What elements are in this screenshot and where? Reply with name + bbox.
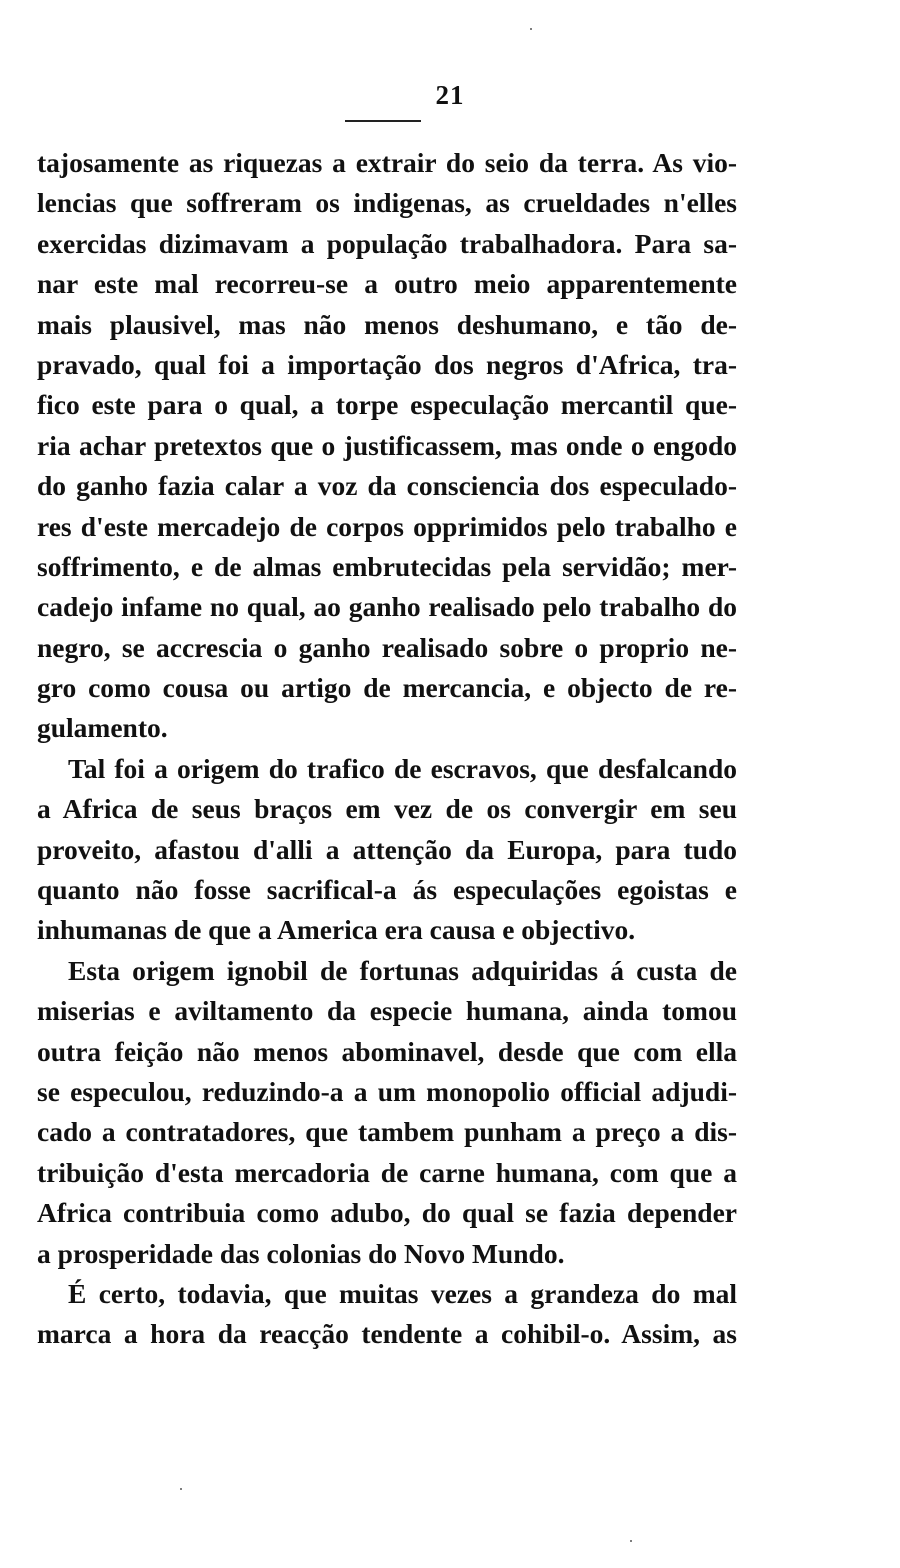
text-line: se especulou, reduzindo-a a um monopolio official adjudi- xyxy=(37,1075,737,1107)
text-line: negro, se accrescia o ganho realisado sobre o proprio ne- xyxy=(37,631,737,663)
text-line: a Africa de seus braços em vez de os convergir em seu xyxy=(37,793,737,825)
text-line: Esta origem ignobil de fortunas adquiridas á custa de xyxy=(68,954,737,986)
text-line: fico este para o qual, a torpe especulação mercantil que- xyxy=(37,389,737,421)
text-line: Africa contribuia como adubo, do qual se fazia depender xyxy=(37,1197,737,1229)
text-line: proveito, afastou d'alli a attenção da Europa, para tudo xyxy=(37,833,737,865)
page-number: 21 xyxy=(435,80,465,110)
text-line: res d'este mercadejo de corpos opprimidos pelo trabalho e xyxy=(37,510,737,542)
text-line: É certo, todavia, que muitas vezes a grandeza do mal xyxy=(68,1277,737,1309)
text-line: cadejo infame no qual, ao ganho realisado pelo trabalho do xyxy=(37,591,737,623)
text-line: lencias que soffreram os indigenas, as crueldades n'elles xyxy=(37,187,737,219)
text-line: cado a contratadores, que tambem punham a preço a dis- xyxy=(37,1116,737,1148)
text-line: quanto não fosse sacrifical-a ás especulações egoistas e xyxy=(37,874,737,906)
text-line: ria achar pretextos que o justificassem, mas onde o engodo xyxy=(37,429,737,461)
text-line: gro como cousa ou artigo de mercancia, e objecto de re- xyxy=(37,672,737,704)
text-line: miserias e aviltamento da especie humana, ainda tomou xyxy=(37,995,737,1027)
text-line: Tal foi a origem do trafico de escravos, que desfalcando xyxy=(68,752,737,784)
text-line: nar este mal recorreu-se a outro meio apparentemente xyxy=(37,268,737,300)
text-line: soffrimento, e de almas embrutecidas pela servidão; mer- xyxy=(37,550,737,582)
body-text xyxy=(37,143,737,1355)
paper-speck xyxy=(630,1540,632,1542)
text-line: pravado, qual foi a importação dos negros d'Africa, tra- xyxy=(37,348,737,380)
header-rule xyxy=(345,120,421,122)
text-line: mais plausivel, mas não menos deshumano, e tão de- xyxy=(37,308,737,340)
text-line: outra feição não menos abominavel, desde que com ella xyxy=(37,1035,737,1067)
text-line: gulamento. xyxy=(37,712,168,744)
text-line: marca a hora da reacção tendente a cohibil-o. Assim, as xyxy=(37,1318,737,1350)
text-line: exercidas dizimavam a população trabalhadora. Para sa- xyxy=(37,227,737,259)
paper-speck xyxy=(180,1488,182,1490)
text-line: a prosperidade das colonias do Novo Mundo. xyxy=(37,1237,565,1269)
text-line: do ganho fazia calar a voz da consciencia dos especulado- xyxy=(37,470,737,502)
text-line: tribuição d'esta mercadoria de carne humana, com que a xyxy=(37,1156,737,1188)
text-line: tajosamente as riquezas a extrair do seio da terra. As vio- xyxy=(37,147,737,178)
text-line: inhumanas de que a America era causa e objectivo. xyxy=(37,914,636,946)
paper-speck xyxy=(530,28,532,30)
